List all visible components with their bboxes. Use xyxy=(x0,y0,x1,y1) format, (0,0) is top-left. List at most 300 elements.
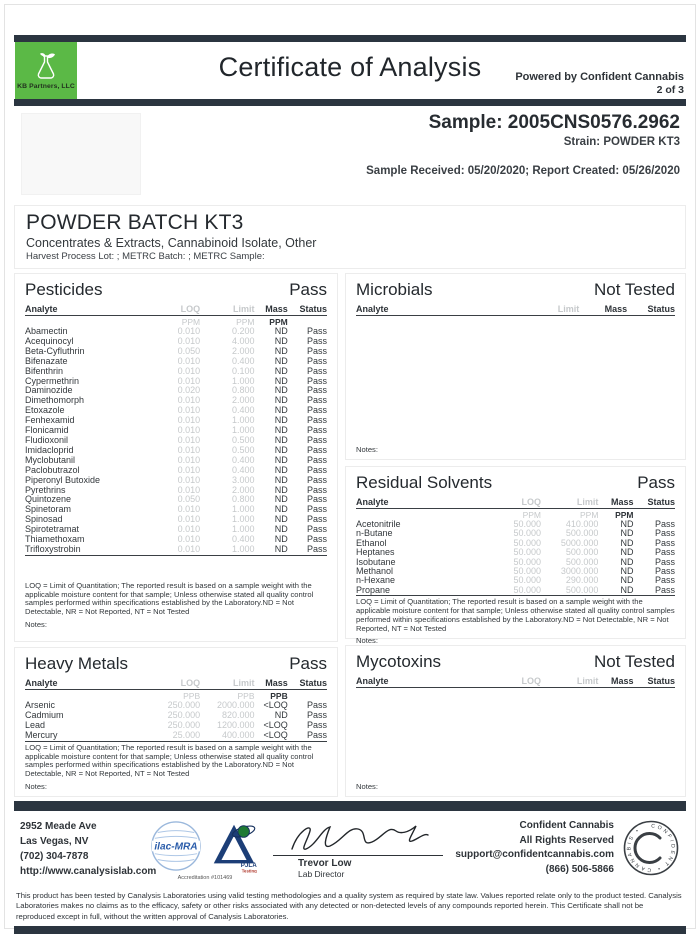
rights-label: All Rights Reserved xyxy=(519,834,614,846)
pesticides-table xyxy=(25,304,327,556)
results-grid xyxy=(14,273,686,797)
table-cell: 500.000 xyxy=(565,529,599,539)
table-cell: 50.000 xyxy=(513,529,542,539)
notes-label: Notes: xyxy=(356,445,378,454)
unit-label: PPM xyxy=(580,510,599,520)
table-cell: n-Butane xyxy=(356,529,393,539)
address-line: 2952 Meade Ave xyxy=(20,821,97,832)
table-cell: 0.010 xyxy=(177,396,201,406)
table-cell: Pass xyxy=(306,495,327,505)
table-cell: Pass xyxy=(306,475,327,485)
table-cell: 50.000 xyxy=(513,576,542,586)
product-info-card xyxy=(14,205,686,269)
table-cell: Methanol xyxy=(356,567,394,577)
table-cell: 0.010 xyxy=(177,426,201,436)
table-row xyxy=(25,426,327,436)
page-number: 2 of 3 xyxy=(656,84,684,96)
table-cell: 2000.000 xyxy=(216,701,255,711)
table-cell: ND xyxy=(274,475,288,485)
table-row xyxy=(25,545,327,555)
sample-info-section xyxy=(14,106,686,199)
mycotoxins-table xyxy=(356,676,675,688)
table-cell: ND xyxy=(274,426,288,436)
table-row xyxy=(25,721,327,731)
table-cell: Bifenthrin xyxy=(25,366,64,376)
table-cell: ND xyxy=(274,327,288,336)
table-cell: Pass xyxy=(306,416,327,426)
unit-label: PPM xyxy=(615,510,634,520)
table-cell: 5000.000 xyxy=(560,538,599,548)
table-cell: Pass xyxy=(654,548,675,558)
microbials-status: Not Tested xyxy=(594,280,675,299)
unit-label: PPB xyxy=(270,691,288,702)
column-header: Mass xyxy=(598,676,633,688)
table-cell: ND xyxy=(255,545,288,555)
svg-text:CONFIDENT • CANNABIS •: CONFIDENT • CANNABIS • xyxy=(626,823,676,873)
table-cell: 1.000 xyxy=(231,426,255,436)
table-cell: 2.000 xyxy=(231,485,255,495)
microbials-section xyxy=(345,273,686,460)
table-cell: Pass xyxy=(306,356,327,366)
table-row xyxy=(25,535,327,545)
table-row xyxy=(25,386,327,396)
table-cell: Fenhexamid xyxy=(25,416,75,426)
table-cell: Paclobutrazol xyxy=(25,465,80,475)
residual-solvents-title: Residual Solvents xyxy=(356,473,493,492)
table-cell: 50.000 xyxy=(487,586,541,596)
table-cell: Etoxazole xyxy=(25,406,65,416)
pjla-logo xyxy=(208,819,260,873)
table-row xyxy=(25,711,327,721)
table-row xyxy=(25,701,327,711)
table-cell: ND xyxy=(274,336,288,346)
table-row xyxy=(25,515,327,525)
table-cell: 1200.000 xyxy=(216,721,255,730)
table-cell: Pass xyxy=(306,721,327,730)
header-divider-bar xyxy=(14,99,686,106)
table-cell: Pass xyxy=(306,535,327,545)
table-cell: Thiamethoxam xyxy=(25,535,85,545)
certificate-page xyxy=(14,35,686,934)
table-cell: 0.010 xyxy=(177,416,201,426)
table-row xyxy=(356,520,675,529)
column-header: Mass xyxy=(598,497,633,509)
sample-image-placeholder xyxy=(21,113,141,195)
table-cell: 1.000 xyxy=(231,525,255,535)
table-cell: Isobutane xyxy=(356,557,396,567)
table-cell: Pass xyxy=(654,576,675,586)
table-cell: ND xyxy=(598,586,633,596)
column-header: Status xyxy=(634,497,676,509)
signer-title: Lab Director xyxy=(298,869,345,879)
table-row xyxy=(356,539,675,548)
table-row xyxy=(25,436,327,446)
table-row xyxy=(25,466,327,476)
table-cell: 50.000 xyxy=(513,567,542,577)
table-cell: Pass xyxy=(654,538,675,548)
table-cell: ND xyxy=(274,505,288,515)
table-cell: ND xyxy=(274,535,288,545)
table-cell: 1.000 xyxy=(231,515,255,525)
table-cell: Pass xyxy=(306,445,327,455)
unit-label: PPB xyxy=(183,691,201,702)
table-cell: Pass xyxy=(634,586,676,596)
table-cell: 0.010 xyxy=(177,435,201,445)
column-header: LOQ xyxy=(487,676,541,688)
table-row xyxy=(356,567,675,576)
address-line: Las Vegas, NV xyxy=(20,836,89,847)
table-cell: 820.000 xyxy=(221,711,255,721)
unit-label: PPM xyxy=(236,317,255,327)
table-cell: Pass xyxy=(306,426,327,436)
table-cell: Abamectin xyxy=(25,327,68,336)
table-cell: Pass xyxy=(306,515,327,525)
support-email-link[interactable]: support@confidentcannabis.com xyxy=(455,849,614,860)
table-cell: ND xyxy=(274,515,288,525)
pesticides-title: Pesticides xyxy=(25,280,103,299)
loq-footnote: LOQ = Limit of Quantitation; The reported result is based on a sample weight with the applicable moisture content for that sample; Unless otherwise stated all quality control samples performed within specifications established by the Laboratory.ND = Not Detectable, NR = Not Reported, NT = Not Tested xyxy=(356,597,675,633)
table-cell: <LOQ xyxy=(263,721,288,730)
table-cell: Imidacloprid xyxy=(25,445,74,455)
svg-text:ilac-MRA: ilac-MRA xyxy=(154,841,198,853)
unit-label: PPB xyxy=(237,691,255,702)
company-phone: (866) 506-5866 xyxy=(545,863,614,875)
table-cell: ND xyxy=(620,538,634,548)
table-cell: Piperonyl Butoxide xyxy=(25,475,101,485)
table-cell: Acequinocyl xyxy=(25,336,74,346)
table-cell: ND xyxy=(274,495,288,505)
table-cell: 0.010 xyxy=(177,455,201,465)
table-cell: ND xyxy=(620,557,634,567)
table-row xyxy=(356,586,675,596)
column-header: Limit xyxy=(541,676,598,688)
sample-dates: Sample Received: 05/20/2020; Report Created: 05/26/2020 xyxy=(366,165,680,177)
table-row xyxy=(25,367,327,377)
table-cell: ND xyxy=(274,406,288,416)
table-cell: Acetonitrile xyxy=(356,520,401,529)
table-cell: Fludioxonil xyxy=(25,435,69,445)
table-row xyxy=(25,495,327,505)
table-cell: Pyrethrins xyxy=(25,485,66,495)
table-cell: 0.500 xyxy=(231,445,255,455)
signature-icon xyxy=(278,819,438,855)
table-cell: 0.500 xyxy=(231,435,255,445)
document-title: Certificate of Analysis xyxy=(218,52,482,82)
table-cell: 410.000 xyxy=(565,520,599,529)
table-cell: Pass xyxy=(306,701,327,711)
table-cell: Cypermethrin xyxy=(25,376,80,386)
residual-solvents-table xyxy=(356,497,675,596)
column-header: Status xyxy=(627,304,675,316)
table-cell: 0.010 xyxy=(177,485,201,495)
table-row xyxy=(25,476,327,486)
table-cell: Mercury xyxy=(25,731,149,741)
table-row xyxy=(25,505,327,515)
table-cell: 50.000 xyxy=(513,548,542,558)
table-cell: Spinosad xyxy=(25,515,63,525)
table-row xyxy=(25,396,327,406)
accreditation-number: Accreditation #101469 xyxy=(177,875,233,881)
table-cell: Pass xyxy=(306,386,327,396)
table-cell: Pass xyxy=(306,406,327,416)
unit-label: PPM xyxy=(269,317,288,327)
loq-footnote: LOQ = Limit of Quantitation; The reported result is based on a sample weight with the applicable moisture content for that sample; Unless otherwise stated all quality control samples performed within specifications established by the Laboratory.ND = Not Detectable, NR = Not Reported, NT = Not Tested xyxy=(25,580,314,617)
table-row xyxy=(356,529,675,538)
table-cell: Flonicamid xyxy=(25,426,69,436)
table-row xyxy=(25,486,327,496)
table-cell: 0.200 xyxy=(231,327,255,336)
table-cell: 250.000 xyxy=(167,711,201,721)
table-cell: 0.010 xyxy=(149,545,200,555)
table-cell: 1.000 xyxy=(200,545,254,555)
column-header: LOQ xyxy=(487,497,541,509)
table-cell: ND xyxy=(620,520,634,529)
notes-label: Notes: xyxy=(25,782,47,791)
table-cell: Pass xyxy=(654,520,675,529)
table-row xyxy=(25,337,327,347)
product-category: Concentrates & Extracts, Cannabinoid Isolate, Other xyxy=(26,236,317,250)
column-header: Mass xyxy=(255,304,288,316)
product-name: POWDER BATCH KT3 xyxy=(26,211,244,234)
table-cell: Pass xyxy=(306,346,327,356)
svg-text:PJLA: PJLA xyxy=(240,862,257,870)
microbials-title: Microbials xyxy=(356,280,433,299)
column-header: Analyte xyxy=(356,304,490,316)
table-row xyxy=(25,731,327,741)
table-row xyxy=(25,327,327,337)
table-row xyxy=(25,446,327,456)
table-cell: 50.000 xyxy=(513,557,542,567)
table-cell: 0.010 xyxy=(177,445,201,455)
table-row xyxy=(25,347,327,357)
table-cell: Pass xyxy=(306,435,327,445)
table-cell: Spirotetramat xyxy=(25,525,80,535)
table-cell: 0.100 xyxy=(231,366,255,376)
column-header: Status xyxy=(288,304,327,316)
table-cell: 0.010 xyxy=(177,505,201,515)
powered-by-label: Powered by Confident Cannabis xyxy=(515,71,684,83)
table-cell: Pass xyxy=(306,711,327,721)
legal-disclaimer: This product has been tested by Canalysis Laboratories using valid testing methodologies and a quality system as required by state law. Values reported relate only to the product tested. Canalysis Laboratories makes no claims as to the efficacy, safety or other risks associated with any detected or non-detected levels of any compounds reported herein. This Certificate shall not be reproduced except in full, without the written approval of Canalysis Laboratories. xyxy=(16,891,682,921)
heavy-metals-section xyxy=(14,647,338,797)
pesticides-section xyxy=(14,273,338,642)
table-cell: ND xyxy=(274,465,288,475)
table-cell: 250.000 xyxy=(167,701,201,711)
confident-cannabis-block xyxy=(455,819,614,877)
table-cell: 2.000 xyxy=(231,396,255,406)
column-header: Limit xyxy=(200,304,254,316)
column-header: Status xyxy=(634,676,676,688)
table-cell: 0.010 xyxy=(177,376,201,386)
table-cell: Bifenazate xyxy=(25,356,68,366)
table-cell: ND xyxy=(274,455,288,465)
table-row xyxy=(356,576,675,585)
mycotoxins-status: Not Tested xyxy=(594,652,675,671)
table-cell: Pass xyxy=(654,529,675,539)
table-cell: 0.010 xyxy=(177,475,201,485)
heavy-metals-title: Heavy Metals xyxy=(25,654,128,674)
table-cell: Pass xyxy=(654,557,675,567)
column-header: LOQ xyxy=(149,678,200,690)
table-cell: Pass xyxy=(306,455,327,465)
table-cell: 0.020 xyxy=(177,386,201,396)
top-divider-bar xyxy=(14,35,686,42)
table-cell: 3.000 xyxy=(231,475,255,485)
table-cell: 4.000 xyxy=(231,336,255,346)
table-row xyxy=(25,406,327,416)
residual-solvents-section xyxy=(345,466,686,646)
column-header: Limit xyxy=(541,497,598,509)
footer xyxy=(14,811,686,883)
table-row xyxy=(356,548,675,557)
table-row xyxy=(25,456,327,466)
notes-label: Notes: xyxy=(25,620,47,630)
table-cell: Quintozene xyxy=(25,495,72,505)
table-cell: 0.050 xyxy=(177,495,201,505)
signature-block xyxy=(270,819,445,879)
table-cell: 1.000 xyxy=(231,376,255,386)
table-cell: 0.800 xyxy=(231,386,255,396)
table-cell: Pass xyxy=(306,376,327,386)
column-header: Analyte xyxy=(25,678,149,690)
table-cell: Ethanol xyxy=(356,538,387,548)
table-cell: 0.010 xyxy=(177,327,201,336)
lab-phone: (702) 304-7878 xyxy=(20,851,89,862)
table-cell: ND xyxy=(620,576,634,586)
table-cell: Arsenic xyxy=(25,701,56,711)
table-cell: Heptanes xyxy=(356,548,395,558)
column-header: Analyte xyxy=(356,497,487,509)
table-cell: ND xyxy=(274,416,288,426)
column-header: Limit xyxy=(490,304,579,316)
notes-label: Notes: xyxy=(356,782,378,791)
heavy-metals-table xyxy=(25,678,327,742)
table-cell: ND xyxy=(274,376,288,386)
table-cell: 0.010 xyxy=(177,336,201,346)
unit-label: PPM xyxy=(181,317,201,327)
table-cell: 0.800 xyxy=(231,495,255,505)
table-row xyxy=(356,558,675,567)
table-cell: Pass xyxy=(288,731,327,741)
table-cell: ND xyxy=(274,396,288,406)
table-cell: Dimethomorph xyxy=(25,396,85,406)
header xyxy=(14,42,686,99)
table-cell: 400.000 xyxy=(200,731,254,741)
table-cell: 500.000 xyxy=(541,586,598,596)
column-header: LOQ xyxy=(149,304,200,316)
table-cell: 0.010 xyxy=(177,406,201,416)
table-cell: <LOQ xyxy=(255,731,288,741)
pesticides-status: Pass xyxy=(289,280,327,299)
column-header: Status xyxy=(288,678,327,690)
company-name: Confident Cannabis xyxy=(519,820,614,831)
table-cell: 0.400 xyxy=(231,455,255,465)
lab-address-block xyxy=(20,819,157,879)
ilac-mra-logo xyxy=(150,820,202,872)
table-cell: 3000.000 xyxy=(560,567,599,577)
sample-id: Sample: 2005CNS0576.2962 xyxy=(428,112,680,133)
table-cell: 290.000 xyxy=(565,576,599,586)
column-header: Analyte xyxy=(25,304,149,316)
table-cell: Pass xyxy=(306,327,327,336)
table-cell: n-Hexane xyxy=(356,576,396,586)
logo-company-name: KB Partners, LLC xyxy=(17,82,75,90)
table-cell: 0.400 xyxy=(231,356,255,366)
table-cell: Pass xyxy=(654,567,675,577)
table-row xyxy=(25,416,327,426)
table-cell: 500.000 xyxy=(565,557,599,567)
table-cell: Pass xyxy=(306,366,327,376)
notes-label: Notes: xyxy=(356,636,378,646)
table-cell: 0.010 xyxy=(177,356,201,366)
accreditation-logos xyxy=(150,819,260,881)
table-cell: Trifloxystrobin xyxy=(25,545,149,555)
table-cell: Cadmium xyxy=(25,711,64,721)
table-cell: ND xyxy=(274,366,288,376)
lab-website-link[interactable]: http://www.canalysislab.com xyxy=(20,866,157,877)
table-cell: <LOQ xyxy=(263,701,288,711)
microbials-table xyxy=(356,304,675,316)
svg-text:Testing: Testing xyxy=(241,868,257,873)
table-cell: Pass xyxy=(306,525,327,535)
table-cell: ND xyxy=(274,435,288,445)
table-row xyxy=(25,357,327,367)
table-cell: 0.010 xyxy=(177,535,201,545)
table-cell: ND xyxy=(620,548,634,558)
table-cell: Daminozide xyxy=(25,386,73,396)
table-cell: 0.400 xyxy=(231,465,255,475)
table-cell: ND xyxy=(620,567,634,577)
column-header: Mass xyxy=(579,304,627,316)
table-cell: 0.400 xyxy=(231,406,255,416)
mycotoxins-section xyxy=(345,645,686,797)
table-cell: ND xyxy=(274,445,288,455)
table-cell: ND xyxy=(620,529,634,539)
table-row xyxy=(25,525,327,535)
table-cell: 25.000 xyxy=(149,731,200,741)
table-cell: Pass xyxy=(306,396,327,406)
confident-cannabis-stamp xyxy=(622,819,680,877)
table-cell: 50.000 xyxy=(513,538,542,548)
table-cell: Pass xyxy=(306,336,327,346)
signature-line xyxy=(273,855,443,856)
table-cell: 0.010 xyxy=(177,366,201,376)
loq-footnote: LOQ = Limit of Quantitation; The reported result is based on a sample weight with the applicable moisture content for that sample; Unless otherwise stated all quality control samples performed within specifications established by the Laboratory.ND = Not Detectable, NR = Not Reported, NT = Not Tested xyxy=(25,742,314,779)
table-cell: 0.050 xyxy=(177,346,201,356)
table-cell: 0.010 xyxy=(177,525,201,535)
table-cell: Beta-Cyfluthrin xyxy=(25,346,85,356)
table-cell: ND xyxy=(274,485,288,495)
table-cell: 50.000 xyxy=(513,520,542,529)
table-cell: ND xyxy=(274,711,288,721)
table-cell: 1.000 xyxy=(231,416,255,426)
table-cell: Lead xyxy=(25,721,46,730)
table-cell: Pass xyxy=(306,485,327,495)
table-cell: Spinetoram xyxy=(25,505,72,515)
table-cell: ND xyxy=(274,525,288,535)
table-cell: Myclobutanil xyxy=(25,455,76,465)
table-cell: Pass xyxy=(306,505,327,515)
table-cell: 1.000 xyxy=(231,505,255,515)
residual-solvents-status: Pass xyxy=(637,473,675,492)
column-header: Mass xyxy=(255,678,288,690)
table-cell: 0.010 xyxy=(177,515,201,525)
sample-strain: Strain: POWDER KT3 xyxy=(563,136,680,148)
table-cell: 500.000 xyxy=(565,548,599,558)
product-metrc-info: Harvest Process Lot: ; METRC Batch: ; METRC Sample: xyxy=(26,251,265,262)
table-cell: Pass xyxy=(288,545,327,555)
column-header: Limit xyxy=(200,678,254,690)
